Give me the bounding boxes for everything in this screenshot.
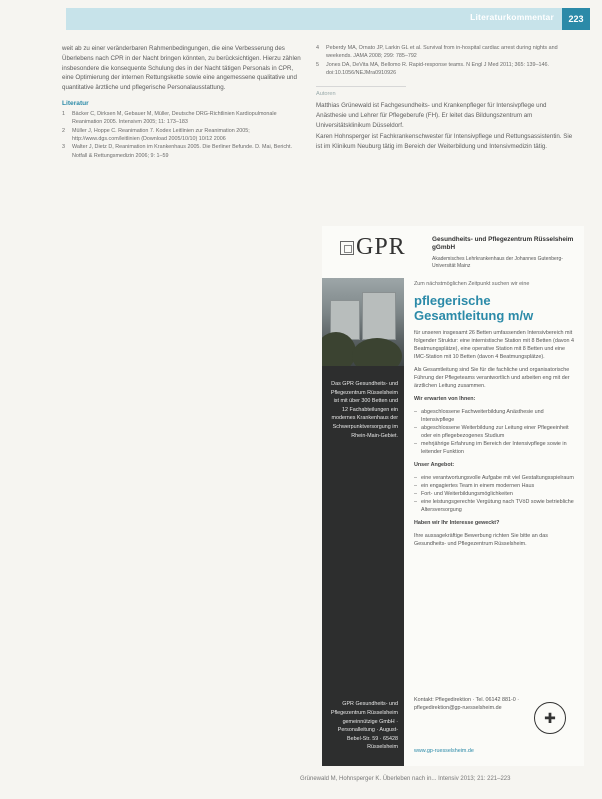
section-title: Literaturkommentar (470, 12, 554, 22)
list-item: – abgeschlossene Fachweiterbildung Anästhesie und Intensivpflege (414, 408, 578, 424)
body-paragraph: weit ab zu einer veränderbaren Rahmenbedingungen, die eine Verbesserung des Überlebens nach CPR in der Nacht bringen könnten, zu berücksichtigen. Hierzu zählen insbesondere die konsequente Schulung des in der Nacht tätigen Personals in CPR, eine Optimierung der internen Rettungskette sowie eine angemessene qualitative und quantitative ärztliche und pflegerische Personalausstattung. (62, 45, 301, 92)
side-panel (322, 366, 404, 766)
offer-list (414, 474, 578, 514)
reference-number: 2 (62, 127, 65, 134)
list-item: – eine leistungsgerechte Vergütung nach TVöD sowie betriebliche Altersversorgung (414, 498, 578, 514)
reference-number: 5 (316, 61, 319, 68)
organization-name: Gesundheits- und Pflegezentrum Rüsselsheim gGmbH (432, 236, 574, 252)
list-item: – abgeschlossene Weiterbildung zur Leitung einer Pflegeeinheit oder ein pflegebezogenes Studium (414, 424, 578, 440)
building-photo (322, 278, 404, 366)
ad-paragraph: für unseren insgesamt 26 Betten umfassenden Intensivbereich mit folgender Struktur: eine internistische Station mit 8 Betten (davon 4 Beatmungsplätze), eine operative Station mit 8 Betten und eine IMC-Station mit 10 Betten (davon 4 Beatmungsplätze). (414, 330, 575, 360)
list-item: – mehrjährige Erfahrung im Bereich der Intensivpflege sowie in leitender Funktion (414, 440, 578, 456)
requirements-list (414, 408, 578, 456)
page-number: 223 (562, 8, 590, 30)
ad-main-text (414, 280, 578, 553)
side-panel-footer: GPR Gesundheits- und Pflegezentrum Rüsselsheim gemeinnützige GmbH · Personalleitung · August-Bebel-Str. 59 · 65428 Rüsselsheim (330, 701, 398, 751)
reference-text: Bäcker C, Dirksen M, Gebauer M, Müller, Deutsche DRG-Richtlinien Kardiopulmonale Reanimation 2005. Intensivm 2005; 11: 173–183 (72, 110, 277, 126)
page-footer: Grünewald M, Hohnsperger K. Überleben nach in... Intensiv 2013; 21: 221–223 (300, 776, 511, 782)
contact-question: Haben wir Ihr Interesse geweckt? (414, 520, 500, 526)
right-column (316, 44, 578, 151)
gpr-logo (340, 234, 406, 261)
reference-number: 3 (62, 144, 65, 151)
reference-text: Müller J, Hoppe C. Reanimation 7. Kodex Leitlinien zur Reanimation 2005; http://www.dgs.com/leitlinien (Download 2005/10/10) 10/12 2006 (72, 127, 250, 142)
divider (316, 86, 406, 87)
reference-item (316, 61, 578, 78)
reference-text: Walter J, Dietz D, Reanimation im Krankenhaus 2005. Die Berliner Befunde. D. Mai, Bericht. Notfall & Rettungsmedizin 2006; 9: 1–59 (72, 144, 293, 159)
author-bio: Karen Hohnsperger ist Fachkrankenschwester für Intensivpflege und Rettungsassistentin. Sie ist im Klinikum Neuburg tätig im Bereich der Weiterbildung und Intensivmedizin tätig. (316, 133, 573, 150)
reference-number: 1 (62, 110, 65, 117)
requirements-heading: Wir erwarten von Ihnen: (414, 396, 476, 402)
reference-item (62, 110, 302, 127)
list-item: – ein engagiertes Team in einem modernen Haus (414, 482, 578, 490)
website-link[interactable]: www.gp-ruesselsheim.de (414, 748, 474, 754)
author-bio: Matthias Grünewald ist Fachgesundheits- und Krankenpfleger für Intensivpflege und Anästhesie und Lehrer für Pflegeberufe (FH). Er leitet das Bildungszentrum am Universitätsklinikum Düsseldorf. (316, 102, 547, 129)
cross-seal-icon: ✚ (534, 702, 566, 734)
left-column (62, 44, 302, 160)
literature-heading: Literatur (62, 99, 89, 107)
job-title: pflegerische Gesamtleitung m/w (414, 293, 534, 323)
offer-heading: Unser Angebot: (414, 462, 455, 468)
contact-paragraph: Ihre aussagekräftige Bewerbung richten Sie bitte an das Gesundheits- und Pflegezentrum Rüsselsheim. (414, 533, 548, 547)
logo-text: GPR (356, 234, 406, 260)
ad-intro: Zum nächstmöglichen Zeitpunkt suchen wir eine (414, 281, 530, 287)
seal-icon (340, 241, 354, 255)
list-item: – eine verantwortungsvolle Aufgabe mit viel Gestaltungsspielraum (414, 474, 578, 482)
authors-heading: Autoren (316, 90, 336, 97)
organization-subtitle: Akademisches Lehrkrankenhaus der Johannes Gutenberg-Universität Mainz (432, 256, 563, 269)
ad-paragraph: Als Gesamtleitung sind Sie für die fachliche und organisatorische Führung der Pflegeteams verantwortlich und arbeiten eng mit der ärztlichen Leitung zusammen. (414, 367, 570, 389)
job-advertisement (322, 226, 584, 766)
reference-text: Peberdy MA, Ornato JP, Larkin GL et al. Survival from in-hospital cardiac arrest during nights and weekends. JAMA 2008; 299: 785–792 (326, 45, 558, 60)
reference-item (62, 143, 302, 160)
reference-item (62, 127, 302, 144)
list-item: – Fort- und Weiterbildungsmöglichkeiten (414, 490, 578, 498)
contact-address: Kontakt: Pflegedirektion · Tel. 06142 881-0 · pflegedirektion@gp-ruesselsheim.de (414, 697, 520, 711)
reference-item (316, 44, 578, 61)
reference-text: Jones DA, DeVita MA, Bellomo R. Rapid-response teams. N Engl J Med 2011; 365: 139–146. doi:10.1056/NEJMra0910926 (326, 61, 550, 77)
reference-number: 4 (316, 45, 319, 51)
side-panel-text: Das GPR Gesundheits- und Pflegezentrum Rüsselsheim ist mit über 300 Betten und 12 Fachabteilungen ein modernes Krankenhaus der Schwerpunktversorgung im Rhein-Main-Gebiet. (330, 381, 398, 439)
